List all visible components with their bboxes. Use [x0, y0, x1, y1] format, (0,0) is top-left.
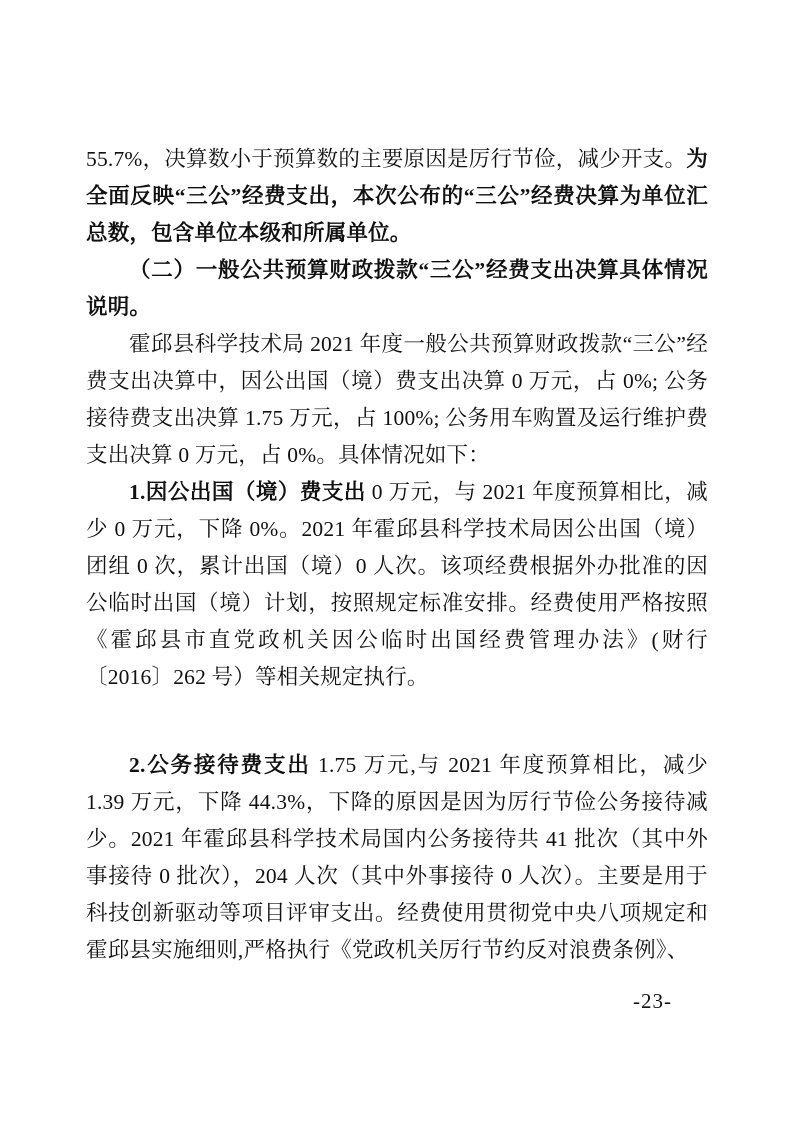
paragraph-overview — [86, 326, 708, 474]
paragraph-item-1 — [86, 474, 708, 696]
paragraph-item-2 — [86, 747, 708, 969]
paragraph-carryover — [86, 141, 708, 252]
paragraph-overview-text: 霍邱县科学技术局 2021 年度一般公共预算财政拨款“三公”经费支出决算中，因公出国（境）费支出决算 0 万元，占 0%; 公务接待费支出决算 1.75 万元，占 100%; 公务用车购置及运行维护费支出决算 0 万元，占 0%。具体情况如下： — [86, 332, 708, 467]
paragraph-item-1-lead: 1.因公出国（境）费支出 — [129, 480, 366, 504]
page-number: -23- — [633, 989, 672, 1013]
paragraph-carryover-bold-text: 为全面反映“三公”经费支出，本次公布的“三公”经费决算为单位汇总数，包含单位本级和所属单位。 — [86, 147, 708, 245]
section-heading-2 — [86, 252, 708, 326]
paragraph-item-2-lead: 2.公务接待费支出 — [129, 753, 311, 777]
paragraph-item-1-text: 0 万元，与 2021 年度预算相比，减少 0 万元，下降 0%。2021 年霍邱县科学技术局因公出国（境）团组 0 次，累计出国（境）0 人次。该项经费根据外办批准的因公临时出国（境）计划，按照规定标准安排。经费使用严格按照《霍邱县市直党政机关因公临时出国经费管理办法》(财行〔2016〕262 号）等相关规定执行。 — [86, 480, 708, 689]
section-heading-2-text: （二）一般公共预算财政拨款“三公”经费支出决算具体情况说明。 — [86, 258, 708, 319]
paragraph-carryover-text: 55.7%，决算数小于预算数的主要原因是厉行节俭，减少开支。 — [86, 147, 687, 171]
document-body — [86, 141, 708, 969]
paragraph-item-2-text: 1.75 万元,与 2021 年度预算相比，减少 1.39 万元，下降 44.3%，下降的原因是因为厉行节俭公务接待减少。2021 年霍邱县科学技术局国内公务接待共 41 批次（其中外事接待 0 批次），204 人次（其中外事接待 0 人次）。主要是用于科技创新驱动等项目评审支出。经费使用贯彻党中央八项规定和霍邱县实施细则,严格执行《党政机关厉行节约反对浪费条例》、 — [86, 753, 708, 962]
